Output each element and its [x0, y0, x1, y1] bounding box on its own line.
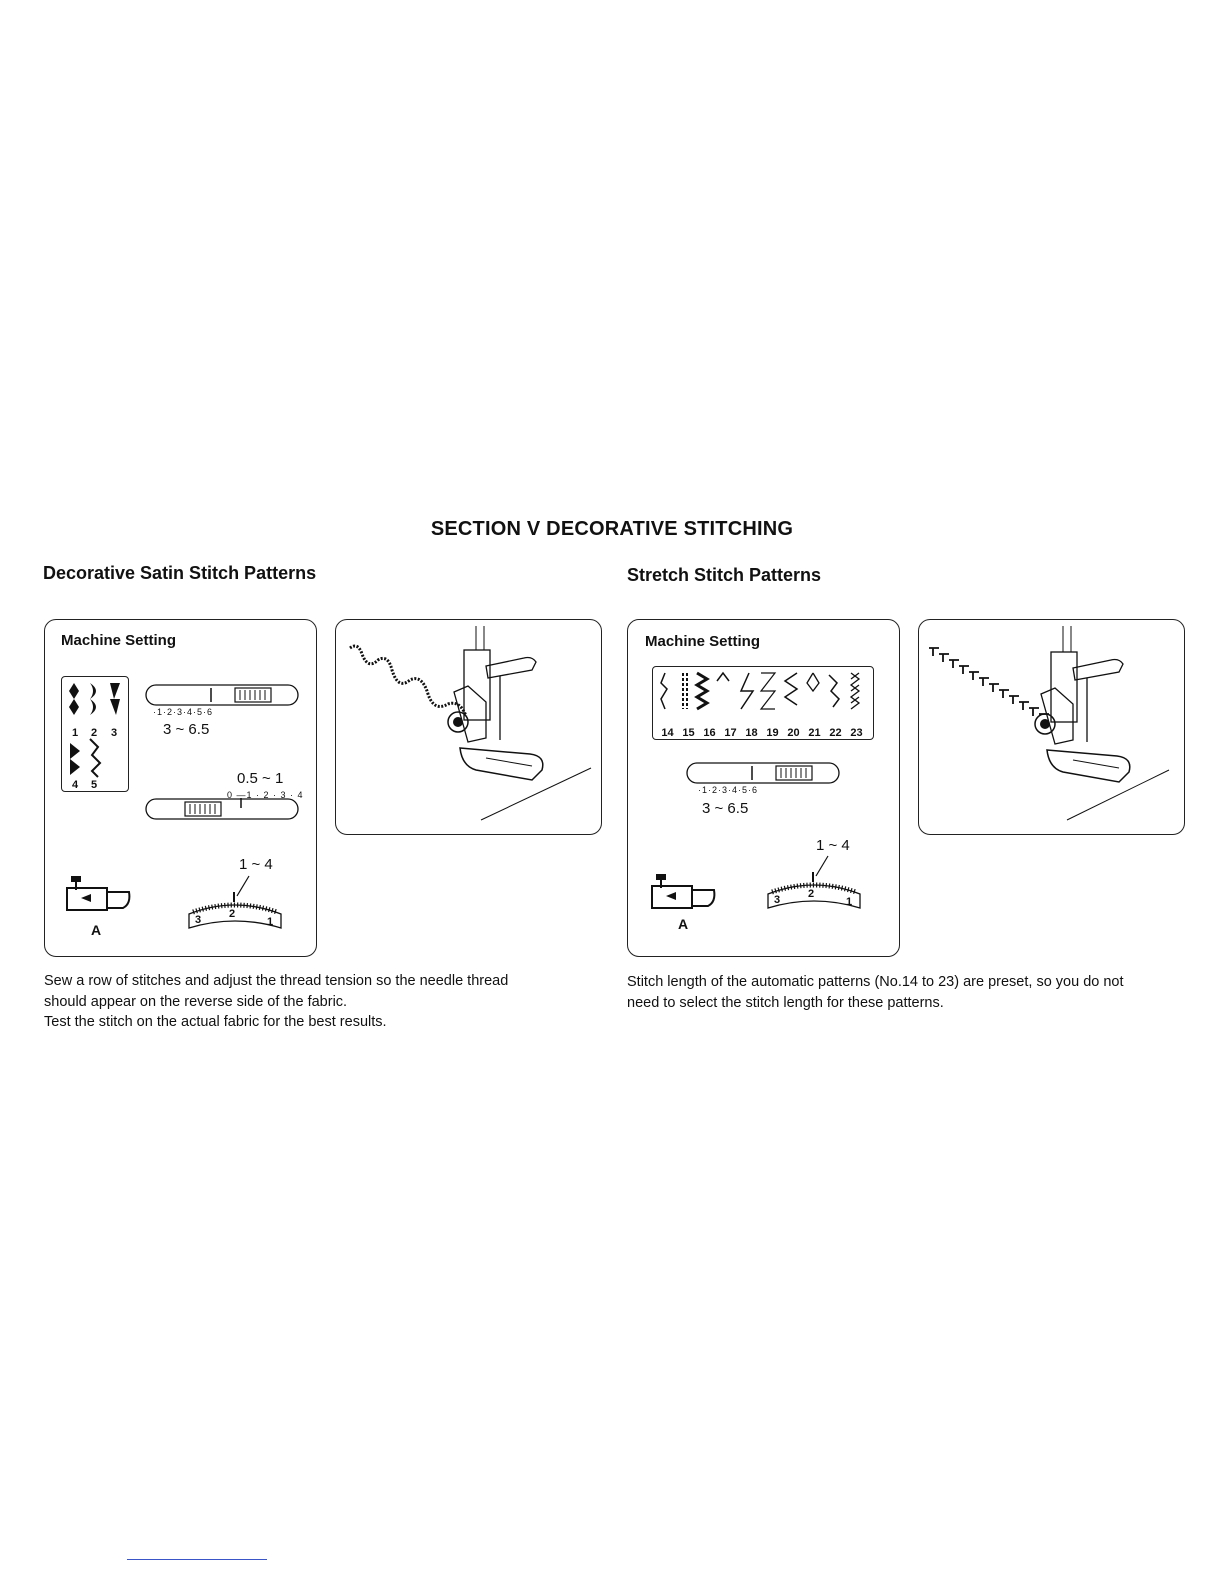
right-heading: Stretch Stitch Patterns	[627, 565, 822, 585]
left-description-line: Test the stitch on the actual fabric for the best results.	[44, 1014, 387, 1030]
left-foot-label: A	[91, 922, 102, 938]
left-dial-number: 2	[229, 908, 236, 920]
pattern-number: 17	[724, 727, 737, 739]
pattern-number: 3	[110, 727, 118, 739]
left-tension-range: 1 ~ 4	[239, 856, 273, 873]
left-description	[44, 971, 604, 1033]
left-width-scale: ·1·2·3·4·5·6	[153, 707, 214, 717]
pattern-number: 22	[829, 727, 842, 739]
left-width-slider-icon	[145, 684, 301, 706]
satin-stitch-foot-illustration	[336, 620, 601, 834]
pattern-number: 5	[90, 779, 98, 791]
left-machine-setting-label: Machine Setting	[61, 632, 177, 649]
left-pattern-numbers-row1	[66, 723, 124, 741]
left-stitch-illustration-panel	[335, 619, 602, 835]
left-pattern-numbers-row2	[66, 775, 104, 793]
right-width-range: 3 ~ 6.5	[702, 800, 749, 817]
pattern-number: 19	[766, 727, 779, 739]
left-pattern-box	[61, 676, 129, 792]
right-description-line: Stitch length of the automatic patterns (No.14 to 23) are preset, so you do not	[627, 974, 1124, 990]
left-length-slider-icon	[145, 798, 301, 820]
left-description-line: Sew a row of stitches and adjust the thread tension so the needle thread	[44, 973, 509, 989]
right-tension-dial-icon	[764, 854, 864, 918]
right-machine-setting-panel	[627, 619, 900, 957]
right-pattern-numbers	[657, 723, 867, 741]
right-width-scale: ·1·2·3·4·5·6	[698, 785, 759, 795]
pattern-number: 1	[71, 727, 79, 739]
right-description	[627, 972, 1207, 1013]
left-description-line: should appear on the reverse side of the fabric.	[44, 993, 348, 1010]
pattern-number: 21	[808, 727, 821, 739]
pattern-number: 2	[90, 727, 98, 739]
right-machine-setting-label: Machine Setting	[645, 633, 761, 650]
left-length-range: 0.5 ~ 1	[237, 770, 284, 787]
pattern-number: 16	[703, 727, 716, 739]
left-machine-setting-panel	[44, 619, 317, 957]
right-description-line: need to select the stitch length for these patterns.	[627, 994, 944, 1011]
stretch-pattern-icons	[653, 667, 873, 717]
stretch-stitch-foot-illustration	[919, 620, 1184, 834]
right-tension-range: 1 ~ 4	[816, 837, 850, 854]
pattern-number: 15	[682, 727, 695, 739]
section-title: SECTION V DECORATIVE STITCHING	[430, 518, 794, 540]
presser-foot-a-icon	[650, 872, 718, 920]
right-pattern-box	[652, 666, 874, 740]
left-dial-number: 3	[195, 914, 202, 926]
right-foot-label: A	[678, 916, 689, 932]
right-dial-number: 1	[846, 896, 853, 908]
left-length-scale: 0 —1 · 2 · 3 · 4	[227, 790, 304, 800]
left-width-range: 3 ~ 6.5	[163, 721, 210, 738]
right-dial-number: 2	[808, 888, 815, 900]
footer-link-underline	[127, 1559, 267, 1560]
pattern-number: 4	[71, 779, 79, 791]
left-tension-dial-icon	[185, 874, 285, 938]
right-dial-number: 3	[774, 894, 781, 906]
right-stitch-illustration-panel	[918, 619, 1185, 835]
presser-foot-a-icon	[65, 874, 133, 922]
left-dial-number: 1	[267, 916, 274, 928]
pattern-number: 14	[661, 727, 674, 739]
pattern-number: 23	[850, 727, 863, 739]
right-width-slider-icon	[686, 762, 842, 784]
pattern-number: 20	[787, 727, 800, 739]
left-heading: Decorative Satin Stitch Patterns	[43, 563, 317, 583]
pattern-number: 18	[745, 727, 758, 739]
